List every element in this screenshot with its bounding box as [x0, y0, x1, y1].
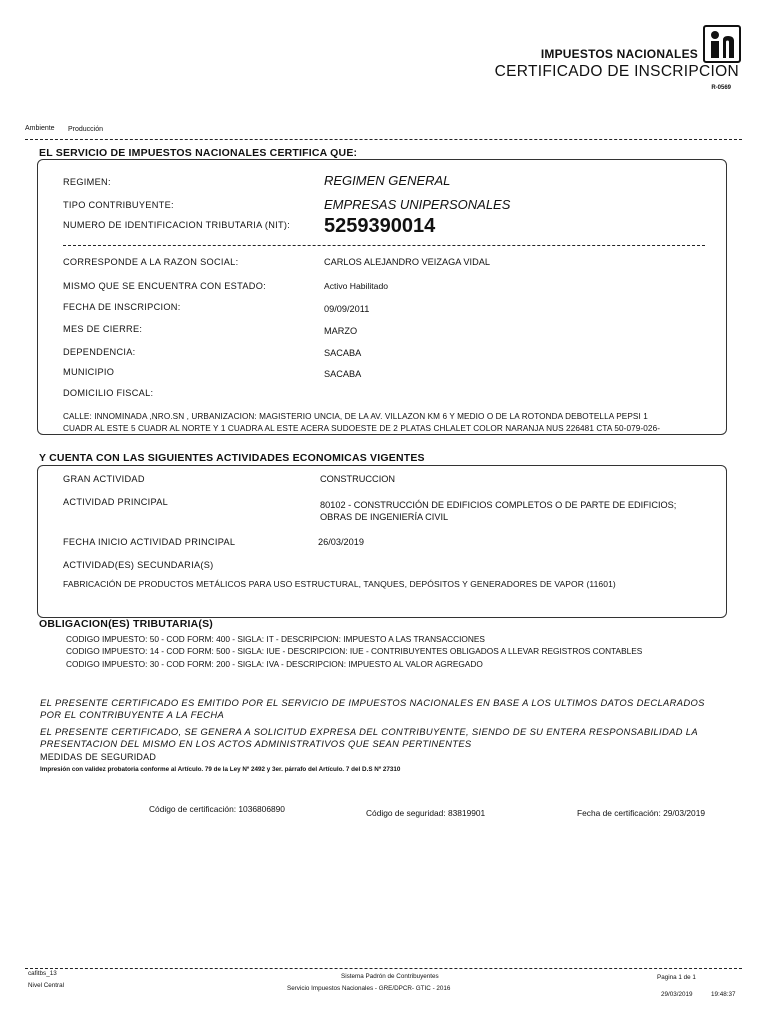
gran-actividad-label: GRAN ACTIVIDAD [63, 474, 145, 484]
regimen-label: REGIMEN: [63, 177, 111, 187]
codigo-seguridad: Código de seguridad: 83819901 [366, 808, 486, 818]
municipio-label: MUNICIPIO [63, 367, 115, 377]
section-certifica-title: EL SERVICIO DE IMPUESTOS NACIONALES CERTIFICA QUE: [39, 147, 358, 159]
nit-label: NUMERO DE IDENTIFICACION TRIBUTARIA (NIT): [63, 220, 291, 230]
codigo-certificacion: Código de certificación: 1036806890 [149, 804, 285, 814]
legal-notice: Impresión con validez probatoria conforme al Artículo. 79 de la Ley Nº 2492 y 3er. párrafo del Artículo. 7 del D.S Nº 27310 [40, 766, 401, 773]
section-actividades-title: Y CUENTA CON LAS SIGUIENTES ACTIVIDADES ECONOMICAS VIGENTES [39, 452, 425, 464]
document-title: CERTIFICADO DE INSCRIPCION [494, 63, 739, 80]
actividad-secundaria-value: FABRICACIÓN DE PRODUCTOS METÁLICOS PARA USO ESTRUCTURAL, TANQUES, DEPÓSITOS Y GENERADORES DE VAPOR (11601) [63, 579, 616, 589]
domicilio-line-1: CALLE: INNOMINADA ,NRO.SN , URBANIZACION: MAGISTERIO UNCIA, DE LA AV. VILLAZON KM 6 Y MEDIO O DE LA ROTONDA DEBOTELLA PEPSI 1 [63, 412, 648, 421]
environment-label: Ambiente [25, 125, 55, 132]
statement-2-line-2: PRESENTACION DEL MISMO EN LOS ACTOS ADMINISTRATIVOS QUE SEAN PERTINENTES [40, 738, 472, 749]
statement-1-line-1: EL PRESENTE CERTIFICADO ES EMITIDO POR EL SERVICIO DE IMPUESTOS NACIONALES EN BASE A LOS ULTIMOS DATOS DECLARADOS [40, 697, 705, 708]
municipio-value: SACABA [324, 369, 362, 379]
actividad-principal-label: ACTIVIDAD PRINCIPAL [63, 497, 169, 507]
footer-system: Sistema Padrón de Contribuyentes [341, 973, 439, 980]
nit-value: 5259390014 [324, 215, 436, 237]
obligaciones-title: OBLIGACION(ES) TRIBUTARIA(S) [39, 618, 213, 630]
fecha-inscripcion-label: FECHA DE INSCRIPCION: [63, 302, 181, 312]
estado-value: Activo Habilitado [324, 281, 389, 291]
footer-level: Nivel Central [28, 982, 65, 989]
fecha-inicio-label: FECHA INICIO ACTIVIDAD PRINCIPAL [63, 537, 236, 547]
fecha-certificacion: Fecha de certificación: 29/03/2019 [577, 808, 706, 818]
medidas-seguridad: MEDIDAS DE SEGURIDAD [40, 752, 157, 762]
form-code: R-0569 [711, 85, 731, 91]
fecha-inscripcion-value: 09/09/2011 [324, 304, 370, 314]
box-divider [63, 245, 705, 246]
actividad-principal-line-1: 80102 - CONSTRUCCIÓN DE EDIFICIOS COMPLETOS O DE PARTE DE EDIFICIOS; [320, 500, 677, 510]
actividad-secundaria-label: ACTIVIDAD(ES) SECUNDARIA(S) [63, 560, 214, 570]
footer-page-number: Pagina 1 de 1 [657, 974, 696, 981]
domicilio-label: DOMICILIO FISCAL: [63, 388, 154, 398]
dependencia-value: SACABA [324, 348, 362, 358]
footer-service: Servicio Impuestos Nacionales - GRE/DPCR- GTIC - 2016 [287, 985, 451, 992]
regimen-value: REGIMEN GENERAL [324, 173, 451, 188]
tipo-contribuyente-value: EMPRESAS UNIPERSONALES [324, 197, 511, 212]
footer-time: 19:48:37 [711, 991, 736, 998]
footer-user: cafitbs_13 [28, 970, 57, 977]
impuestos-nacionales-logo [703, 25, 741, 63]
footer-divider [25, 968, 742, 969]
fecha-inicio-value: 26/03/2019 [318, 537, 364, 547]
environment-value: Producción [68, 126, 104, 133]
gran-actividad-value: CONSTRUCCION [320, 474, 396, 484]
org-name: IMPUESTOS NACIONALES [540, 47, 698, 61]
actividad-principal-line-2: OBRAS DE INGENIERÍA CIVIL [320, 512, 449, 522]
mes-cierre-value: MARZO [324, 326, 358, 336]
domicilio-line-2: CUADR AL ESTE 5 CUADR AL NORTE Y 1 CUADRA AL ESTE ACERA SUDOESTE DE 2 PLATAS CHLALET COLOR NARANJA NUS 226481 CTA 50-079-026- [63, 424, 661, 433]
razon-social-value: CARLOS ALEJANDRO VEIZAGA VIDAL [324, 257, 490, 267]
dependencia-label: DEPENDENCIA: [63, 347, 136, 357]
obligacion-item: CODIGO IMPUESTO: 14 - COD FORM: 500 - SIGLA: IUE - DESCRIPCION: IUE - CONTRIBUYENTES OBLIGADOS A LLEVAR REGISTROS CONTABLES [66, 646, 643, 656]
statement-2-line-1: EL PRESENTE CERTIFICADO, SE GENERA A SOLICITUD EXPRESA DEL CONTRIBUYENTE, SIENDO DE SU ENTERA RESPONSABILIDAD LA [40, 726, 698, 737]
header-divider [25, 139, 742, 140]
footer-date: 29/03/2019 [661, 991, 693, 998]
obligacion-item: CODIGO IMPUESTO: 50 - COD FORM: 400 - SIGLA: IT - DESCRIPCION: IMPUESTO A LAS TRANSACCIONES [66, 634, 485, 644]
razon-social-label: CORRESPONDE A LA RAZON SOCIAL: [63, 257, 239, 267]
statement-1-line-2: POR EL CONTRIBUYENTE A LA FECHA [40, 709, 225, 720]
estado-label: MISMO QUE SE ENCUENTRA CON ESTADO: [63, 281, 266, 291]
obligacion-item: CODIGO IMPUESTO: 30 - COD FORM: 200 - SIGLA: IVA - DESCRIPCION: IMPUESTO AL VALOR AGREGADO [66, 659, 483, 669]
mes-cierre-label: MES DE CIERRE: [63, 324, 143, 334]
tipo-contribuyente-label: TIPO CONTRIBUYENTE: [63, 200, 174, 210]
